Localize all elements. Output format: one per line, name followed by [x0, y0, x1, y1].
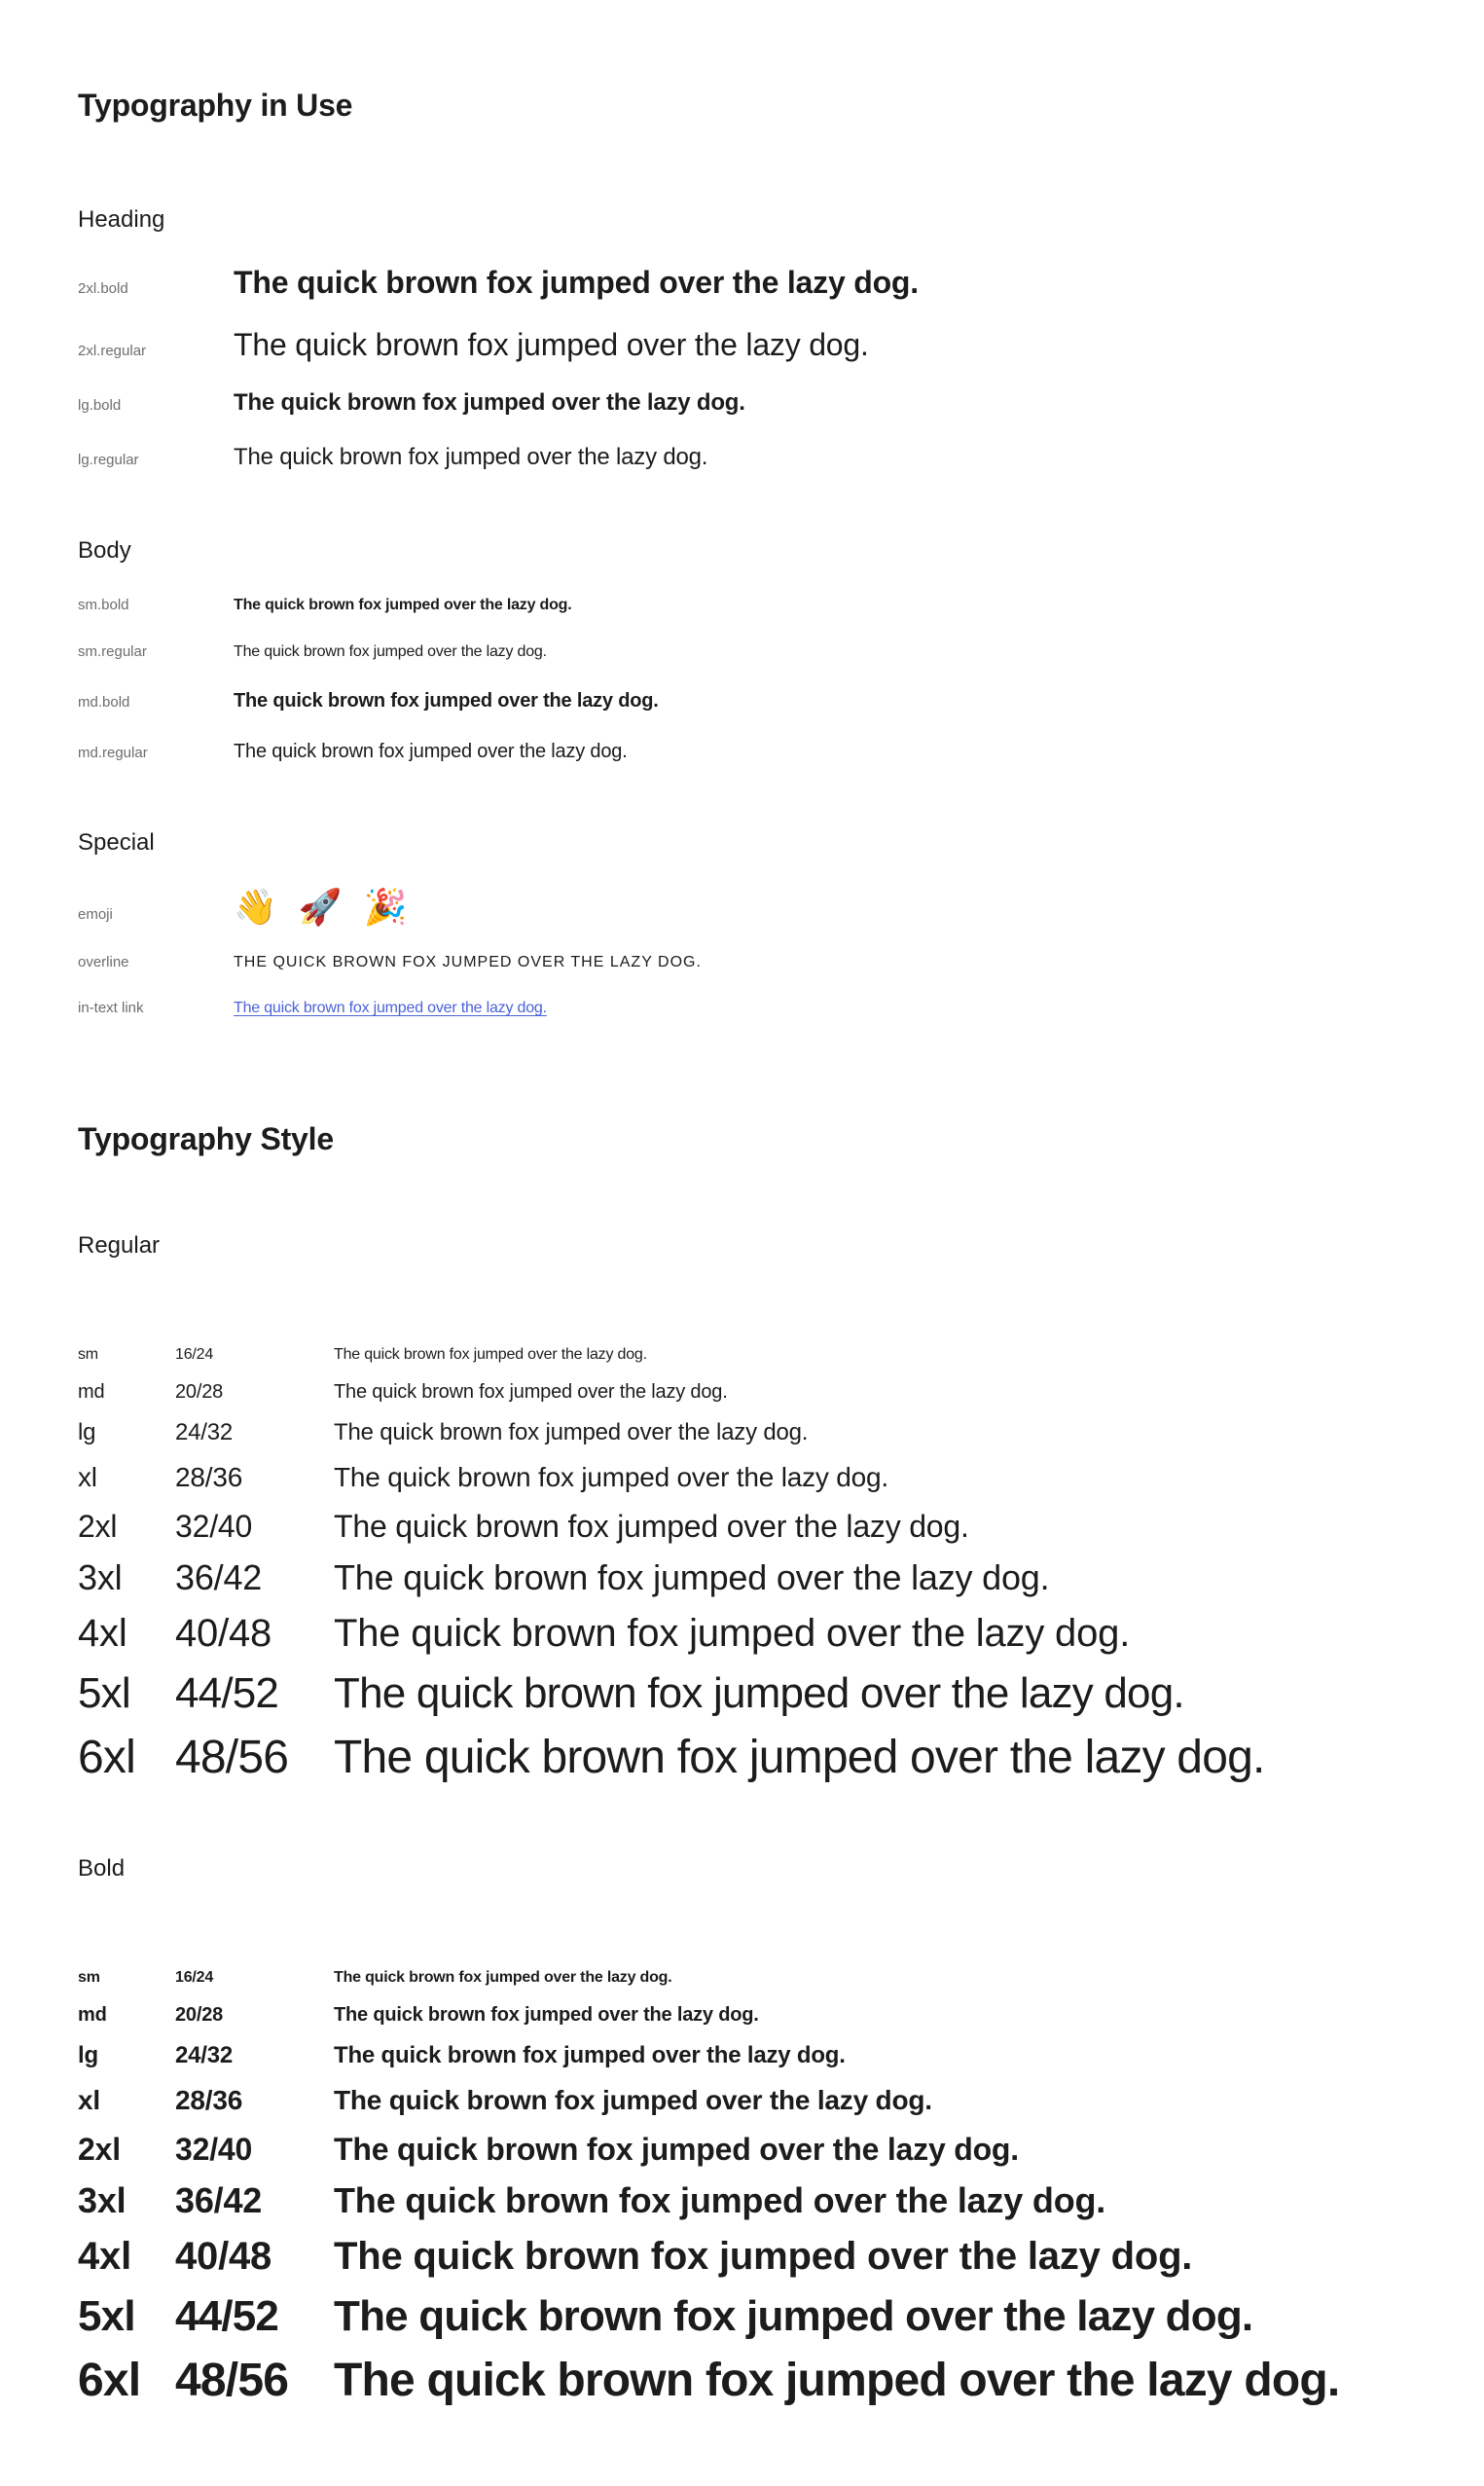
style-example-row: [78, 952, 1484, 973]
style-example-row: [78, 387, 1484, 419]
style-group-heading: [78, 204, 1484, 473]
scale-row-5xl: [78, 2291, 1484, 2342]
scale-sample-text: The quick brown fox jumped over the lazy dog.: [334, 1969, 672, 1986]
scale-row-4xl: [78, 2233, 1484, 2280]
scale-sample-text: The quick brown fox jumped over the lazy dog.: [334, 1419, 809, 1445]
style-example-row: [78, 738, 1484, 765]
scale-size-spec: 24/32: [175, 2042, 234, 2068]
scale-sample-text: The quick brown fox jumped over the lazy dog.: [334, 2355, 1340, 2406]
style-example-label: lg.bold: [78, 397, 122, 414]
scale-size-name: 3xl: [78, 2180, 127, 2220]
scale-row-2xl: [78, 1507, 1484, 1546]
style-example-label: in-text link: [78, 1000, 144, 1016]
section-label: Bold: [78, 1855, 126, 1882]
scale-sample-text: The quick brown fox jumped over the lazy dog.: [334, 1346, 647, 1363]
scale-size-name: 4xl: [78, 2235, 132, 2278]
scale-size-spec: 16/24: [175, 1969, 214, 1986]
style-example-label: overline: [78, 954, 129, 970]
scale-size-spec: 48/56: [175, 2355, 289, 2406]
sample-text: The quick brown fox jumped over the lazy dog.: [234, 265, 919, 300]
style-group-body: [78, 535, 1484, 765]
page-title-typography-in-use: Typography in Use: [78, 88, 353, 123]
overline-sample: THE QUICK BROWN FOX JUMPED OVER THE LAZY DOG.: [234, 954, 702, 970]
section-label: Heading: [78, 206, 165, 233]
scale-size-name: lg: [78, 1419, 96, 1445]
scale-size-spec: 28/36: [175, 1462, 243, 1492]
scale-table-regular: [78, 1230, 1484, 1785]
scale-sample-text: The quick brown fox jumped over the lazy dog.: [334, 1462, 888, 1492]
sample-text: The quick brown fox jumped over the lazy dog.: [234, 327, 869, 362]
style-example-label: 2xl.regular: [78, 343, 147, 359]
scale-row-sm: [78, 1966, 1484, 1990]
scale-table-bold: [78, 1853, 1484, 2408]
emoji-sample: 👋 🚀 🎉: [234, 887, 414, 927]
scale-row-3xl: [78, 2180, 1484, 2221]
style-example-row: [78, 886, 1484, 929]
scale-size-spec: 36/42: [175, 1557, 263, 1597]
scale-size-name: 2xl: [78, 1509, 118, 1544]
scale-size-spec: 32/40: [175, 1509, 253, 1544]
scale-size-name: sm: [78, 1346, 98, 1363]
scale-row-4xl: [78, 1610, 1484, 1657]
scale-size-name: 2xl: [78, 2132, 121, 2167]
scale-size-spec: 36/42: [175, 2180, 263, 2220]
scale-row-5xl: [78, 1668, 1484, 1719]
scale-size-name: md: [78, 2004, 107, 2026]
typography-in-use-section: [78, 204, 1484, 1020]
scale-size-spec: 20/28: [175, 1381, 224, 1403]
scale-sample-text: The quick brown fox jumped over the lazy dog.: [334, 1509, 969, 1544]
sample-text: The quick brown fox jumped over the lazy dog.: [234, 690, 659, 712]
scale-size-spec: 40/48: [175, 2235, 272, 2278]
scale-size-name: 6xl: [78, 1732, 135, 1783]
scale-sample-text: The quick brown fox jumped over the lazy dog.: [334, 2004, 759, 2026]
style-example-label: sm.bold: [78, 597, 129, 613]
scale-row-md: [78, 2001, 1484, 2029]
style-example-label: md.regular: [78, 745, 148, 761]
scale-size-spec: 16/24: [175, 1346, 214, 1363]
style-example-label: sm.regular: [78, 643, 147, 660]
style-example-label: emoji: [78, 906, 113, 923]
scale-sample-text: The quick brown fox jumped over the lazy dog.: [334, 2180, 1106, 2220]
sample-text: The quick brown fox jumped over the lazy dog.: [234, 741, 628, 762]
sample-text: The quick brown fox jumped over the lazy dog.: [234, 444, 708, 470]
scale-size-name: 4xl: [78, 1612, 127, 1655]
scale-row-xl: [78, 2083, 1484, 2118]
scale-size-name: xl: [78, 2085, 100, 2115]
page-title-typography-style: Typography Style: [78, 1121, 334, 1156]
section-label: Special: [78, 829, 155, 856]
sample-text: The quick brown fox jumped over the lazy dog.: [234, 389, 745, 416]
scale-size-name: lg: [78, 2042, 98, 2068]
style-example-label: lg.regular: [78, 452, 139, 468]
scale-row-lg: [78, 1417, 1484, 1448]
scale-sample-text: The quick brown fox jumped over the lazy dog.: [334, 2292, 1253, 2340]
style-example-label: md.bold: [78, 694, 130, 711]
scale-size-spec: 44/52: [175, 1669, 279, 1717]
scale-size-name: 3xl: [78, 1557, 123, 1597]
style-example-row: [78, 997, 1484, 1020]
style-example-row: [78, 325, 1484, 364]
scale-row-sm: [78, 1343, 1484, 1367]
scale-row-md: [78, 1378, 1484, 1406]
typography-style-section: [78, 1230, 1484, 2408]
style-example-row: [78, 687, 1484, 714]
scale-row-6xl: [78, 1731, 1484, 1785]
section-label: Regular: [78, 1232, 161, 1259]
scale-row-3xl: [78, 1557, 1484, 1598]
style-example-row: [78, 594, 1484, 617]
scale-size-spec: 28/36: [175, 2085, 243, 2115]
in-text-link[interactable]: The quick brown fox jumped over the lazy dog.: [234, 1000, 547, 1016]
style-example-row: [78, 442, 1484, 473]
sample-text: The quick brown fox jumped over the lazy dog.: [234, 597, 572, 613]
scale-size-name: 5xl: [78, 2292, 135, 2340]
scale-sample-text: The quick brown fox jumped over the lazy dog.: [334, 1612, 1131, 1655]
scale-size-name: 6xl: [78, 2355, 141, 2406]
scale-sample-text: The quick brown fox jumped over the lazy dog.: [334, 2132, 1019, 2167]
scale-size-name: 5xl: [78, 1669, 130, 1717]
scale-row-6xl: [78, 2354, 1484, 2408]
style-group-special: [78, 827, 1484, 1020]
scale-sample-text: The quick brown fox jumped over the lazy dog.: [334, 1732, 1265, 1783]
style-example-row: [78, 263, 1484, 302]
scale-sample-text: The quick brown fox jumped over the lazy dog.: [334, 2085, 932, 2115]
sample-text: The quick brown fox jumped over the lazy dog.: [234, 643, 547, 660]
section-label: Body: [78, 537, 131, 564]
scale-size-name: sm: [78, 1969, 100, 1986]
scale-sample-text: The quick brown fox jumped over the lazy dog.: [334, 1381, 728, 1403]
scale-size-spec: 24/32: [175, 1419, 234, 1445]
scale-sample-text: The quick brown fox jumped over the lazy dog.: [334, 2235, 1193, 2278]
scale-sample-text: The quick brown fox jumped over the lazy dog.: [334, 1557, 1050, 1597]
style-example-label: 2xl.bold: [78, 280, 128, 297]
scale-row-2xl: [78, 2130, 1484, 2169]
scale-size-spec: 20/28: [175, 2004, 224, 2026]
scale-size-spec: 32/40: [175, 2132, 253, 2167]
scale-size-name: xl: [78, 1462, 97, 1492]
scale-sample-text: The quick brown fox jumped over the lazy dog.: [334, 2042, 846, 2068]
scale-sample-text: The quick brown fox jumped over the lazy dog.: [334, 1669, 1184, 1717]
scale-size-spec: 44/52: [175, 2292, 279, 2340]
scale-size-spec: 48/56: [175, 1732, 289, 1783]
scale-size-spec: 40/48: [175, 1612, 272, 1655]
style-example-row: [78, 640, 1484, 664]
scale-row-lg: [78, 2040, 1484, 2071]
scale-size-name: md: [78, 1381, 105, 1403]
scale-row-xl: [78, 1460, 1484, 1495]
